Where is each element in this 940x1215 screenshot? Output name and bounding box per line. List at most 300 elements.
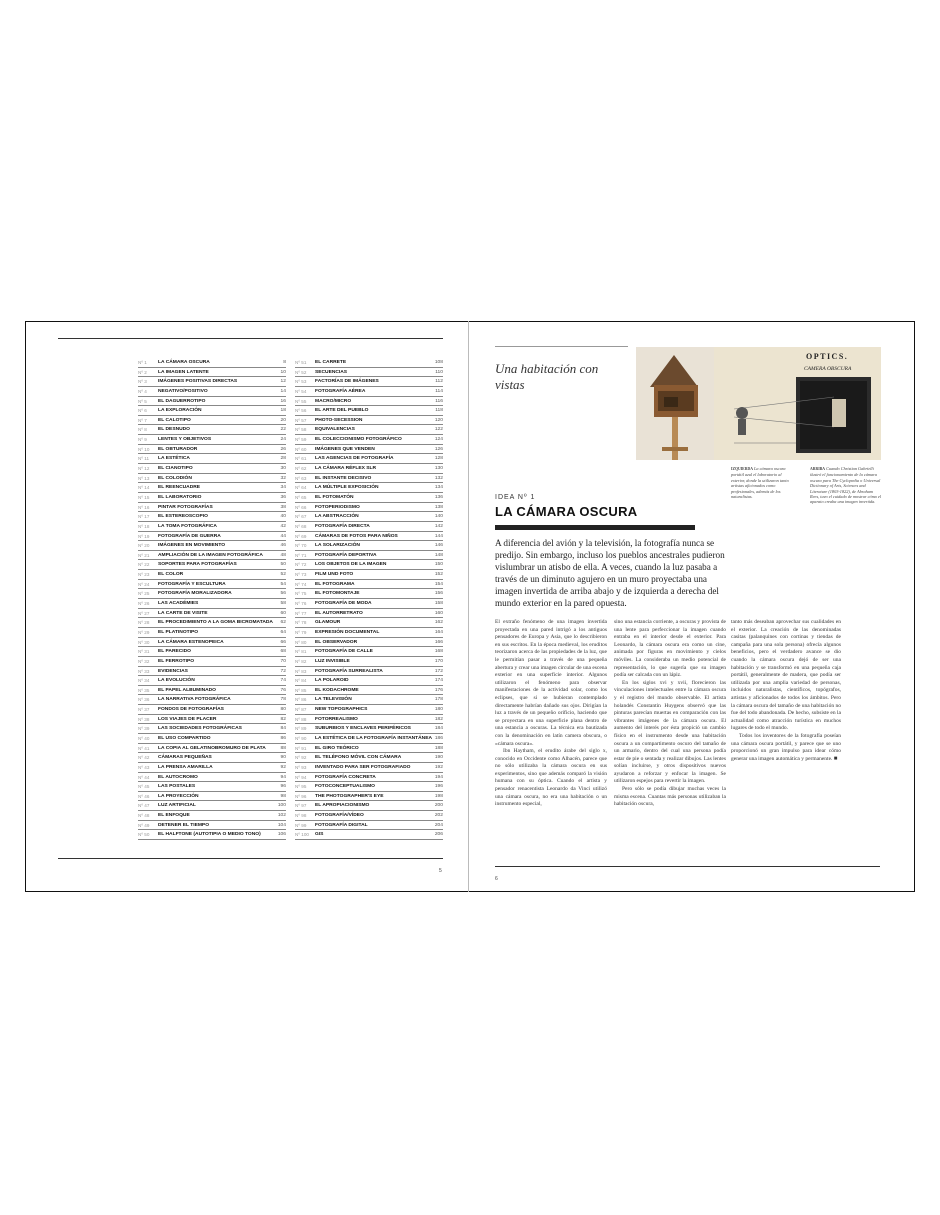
toc-entry-title: EL COLOR — [158, 572, 184, 578]
body-column-3 — [731, 619, 841, 763]
toc-entry-title: DETENER EL TIEMPO — [158, 822, 209, 828]
toc-entry-number: Nº 65 — [295, 494, 307, 500]
toc-entry — [138, 599, 286, 609]
toc-entry-number: Nº 19 — [138, 533, 150, 539]
body-paragraph: sino una estancia corriente, a oscuras y provista de una lente para perfeccionar la imagen cuando entraba en el interior desde el exterior. Para Leonardo, la cámara oscura era como un cine, animada por figuras en movimiento y cielos móviles. La consideraba un medio potencial de representación, lo que sugería que su imagen podía ser calcada con un lápiz. — [614, 619, 726, 679]
toc-entry-number: Nº 5 — [138, 398, 147, 404]
toc-entry-number: Nº 32 — [138, 658, 150, 664]
toc-entry-title: IMÁGENES QUE VENDEN — [315, 446, 375, 452]
toc-entry-number: Nº 80 — [295, 639, 307, 645]
toc-entry-page: 160 — [434, 610, 443, 616]
toc-entry-title: FACTORÍAS DE IMÁGENES — [315, 379, 379, 385]
toc-entry — [138, 435, 286, 445]
toc-entry — [138, 667, 286, 677]
toc-entry-number: Nº 77 — [295, 610, 307, 616]
toc-entry-title: EL AUTOCROMO — [158, 774, 198, 780]
toc-entry-number: Nº 39 — [138, 726, 150, 732]
toc-entry-page: 124 — [434, 437, 443, 443]
toc-entry — [295, 628, 443, 638]
toc-entry-title: EL AUTORRETRATO — [315, 610, 363, 616]
toc-entry — [295, 734, 443, 744]
toc-entry-rule — [295, 839, 443, 840]
toc-entry-number: Nº 51 — [295, 360, 307, 365]
caption-left-label: IZQUIERDA — [731, 467, 753, 471]
toc-entry-page: 106 — [277, 832, 286, 838]
toc-entry-number: Nº 14 — [138, 485, 150, 491]
toc-entry-number: Nº 99 — [295, 822, 307, 828]
toc-entry-title: FOTOPERIODISMO — [315, 504, 360, 510]
toc-entry-page: 180 — [434, 707, 443, 713]
toc-entry-number: Nº 68 — [295, 523, 307, 529]
toc-entry-page: 42 — [280, 523, 286, 529]
toc-entry-title: IMÁGENES POSITIVAS DIRECTAS — [158, 379, 238, 385]
toc-entry-number: Nº 87 — [295, 707, 307, 713]
toc-entry-number: Nº 37 — [138, 707, 150, 713]
body-column-1 — [495, 619, 607, 809]
toc-entry — [138, 821, 286, 831]
toc-entry-page: 76 — [280, 687, 286, 693]
toc-entry — [295, 647, 443, 657]
toc-entry — [295, 686, 443, 696]
toc-entry-number: Nº 50 — [138, 832, 150, 838]
toc-entry-page: 152 — [434, 572, 443, 578]
toc-entry-number: Nº 95 — [295, 784, 307, 790]
toc-entry-number: Nº 16 — [138, 504, 150, 510]
toc-entry-number: Nº 67 — [295, 514, 307, 520]
toc-entry-title: GLAMOUR — [315, 620, 341, 626]
toc-entry-page: 70 — [280, 658, 286, 664]
top-rule — [58, 338, 443, 339]
toc-entry — [295, 532, 443, 542]
toc-entry-title: LUZ INVISIBLE — [315, 658, 350, 664]
toc-entry-page: 50 — [280, 562, 286, 568]
toc-entry-title: EL INSTANTE DECISIVO — [315, 475, 372, 481]
toc-entry — [295, 580, 443, 590]
toc-entry-title: CÁMARAS PEQUEÑAS — [158, 755, 212, 761]
toc-entry-page: 204 — [434, 822, 443, 828]
toc-entry-page: 184 — [434, 726, 443, 732]
toc-entry-number: Nº 98 — [295, 813, 307, 819]
toc-entry — [295, 599, 443, 609]
toc-entry-title: CÁMARAS DE FOTOS PARA NIÑOS — [315, 533, 398, 539]
toc-entry-page: 46 — [280, 543, 286, 549]
toc-entry — [295, 657, 443, 667]
toc-entry-number: Nº 96 — [295, 793, 307, 799]
toc-entry-page: 62 — [280, 620, 286, 626]
toc-entry — [138, 464, 286, 474]
toc-entry-number: Nº 27 — [138, 610, 150, 616]
toc-entry — [138, 618, 286, 628]
toc-entry-page: 186 — [434, 735, 443, 741]
toc-entry-page: 136 — [434, 494, 443, 500]
toc-entry-title: EL PAPEL ALBUMINADO — [158, 687, 216, 693]
toc-entry — [295, 377, 443, 387]
toc-entry — [138, 406, 286, 416]
toc-entry — [138, 580, 286, 590]
headline: Una habitación con vistas — [495, 361, 599, 392]
toc-entry — [138, 773, 286, 783]
toc-entry-page: 100 — [277, 803, 286, 809]
body-closing-text: Todos los inventores de la fotografía poseían una cámara oscura portátil, y parece que se uno proporcionó un gran impulso para idear cómo generar una imagen automática y permanente. — [731, 732, 841, 762]
portable-camera-obscura-photo — [636, 347, 714, 460]
toc-entry — [138, 397, 286, 407]
toc-entry-number: Nº 34 — [138, 678, 150, 684]
toc-entry — [295, 483, 443, 493]
toc-entry-number: Nº 83 — [295, 668, 307, 674]
toc-entry-page: 66 — [280, 639, 286, 645]
toc-entry — [138, 763, 286, 773]
toc-entry-page: 98 — [280, 793, 286, 799]
toc-entry-page: 200 — [434, 803, 443, 809]
toc-entry-page: 122 — [434, 427, 443, 433]
toc-entry-number: Nº 85 — [295, 687, 307, 693]
toc-entry-page: 52 — [280, 572, 286, 578]
toc-entry — [295, 541, 443, 551]
body-paragraph: tanto más deseaban aprovechar sus cualidades en el exterior. La creación de las denominadas casitas (palanquines con cortinas y tiendas de campaña para una sola persona) ofrecía algunos beneficios, pero el verdadero avance se dio cuando la cámara oscura dejó de ser una habitación y se transformó en una pequeña caja portátil, generalmente de madera, que podía ser utilizada por una amplia variedad de personas, incluidos naturalistas, científicos, topógrafos, artistas y aficionados de todos los ámbitos. Pero la cámara oscura del tamaño de una habitación no fue del todo abandonada. De hecho, subsiste en la actualidad como atracción turística en muchos lugares de todo el mundo. — [731, 619, 841, 732]
toc-entry-page: 92 — [280, 764, 286, 770]
toc-entry-title: LA PRENSA AMARILLA — [158, 764, 213, 770]
toc-entry-title: FOTOGRAFÍA DIGITAL — [315, 822, 368, 828]
toc-entry-number: Nº 71 — [295, 552, 307, 558]
toc-entry-number: Nº 3 — [138, 379, 147, 385]
gutter — [468, 321, 469, 892]
toc-entry-number: Nº 69 — [295, 533, 307, 539]
toc-entry-page: 126 — [434, 446, 443, 452]
toc-entry-number: Nº 21 — [138, 552, 150, 558]
body-paragraph: En los siglos xvi y xvii, florecieron las vinculaciones intelectuales entre la cámara oscura y el registro del mundo observable. El artista holandés Constantin Huygens observó que las pinturas parecían muertas en comparación con las vibrantes imágenes de la cámara oscura. El aumento del interés por ésta propició un cambio físico en el instrumento desde una habitación oscura a un compartimento oscuro del tamaño de un armario, dentro del cual una persona podía estar de pie o sentada y realizar dibujos. Las lentes solían incluirse, y otros dispositivos nuevos ayudaron a reforzar y enfocar la imagen. Se utilizaron espejos para revertir la imagen. — [614, 679, 726, 785]
toc-entry-number: Nº 91 — [295, 745, 307, 751]
toc-entry-number: Nº 12 — [138, 466, 150, 472]
toc-entry — [138, 368, 286, 378]
toc-entry — [295, 474, 443, 484]
toc-entry-number: Nº 10 — [138, 446, 150, 452]
toc-entry-page: 18 — [280, 408, 286, 414]
toc-entry-number: Nº 57 — [295, 417, 307, 423]
toc-entry-rule — [138, 839, 286, 840]
toc-entry-title: THE PHOTOGRAPHER'S EYE — [315, 793, 384, 799]
toc-entry-number: Nº 15 — [138, 494, 150, 500]
body-column-2 — [614, 619, 726, 809]
toc-entry-title: LA MÚLTIPLE EXPOSICIÓN — [315, 485, 379, 491]
toc-entry — [295, 503, 443, 513]
toc-entry — [295, 387, 443, 397]
toc-entry — [295, 744, 443, 754]
toc-entry-page: 116 — [435, 398, 443, 404]
toc-entry-title: FOTOGRAFÍA CONCRETA — [315, 774, 376, 780]
toc-entry — [138, 705, 286, 715]
toc-entry-title: EL FOTOGRAMA — [315, 581, 355, 587]
title-bar — [495, 525, 695, 530]
toc-entry — [295, 811, 443, 821]
toc-entry-title: FOTOGRAFÍA MORALIZADORA — [158, 591, 232, 597]
toc-entry-page: 110 — [435, 369, 443, 375]
toc-entry — [138, 657, 286, 667]
idea-label: IDEA Nº 1 — [495, 494, 536, 501]
toc-entry — [138, 753, 286, 763]
toc-entry-number: Nº 89 — [295, 726, 307, 732]
toc-entry — [138, 744, 286, 754]
toc-entry — [138, 715, 286, 725]
toc-entry — [138, 445, 286, 455]
toc-entry — [295, 676, 443, 686]
toc-entry-title: FOTOGRAFÍA SURREALISTA — [315, 668, 383, 674]
toc-entry-number: Nº 45 — [138, 784, 150, 790]
toc-entry-page: 28 — [280, 456, 286, 462]
toc-entry-title: LA TOMA FOTOGRÁFICA — [158, 523, 217, 529]
toc-entry-title: LA IMAGEN LATENTE — [158, 369, 209, 375]
toc-entry-title: EL FOTOMONTAJE — [315, 591, 360, 597]
toc-entry — [138, 734, 286, 744]
toc-entry — [295, 801, 443, 811]
toc-entry — [295, 406, 443, 416]
toc-entry-number: Nº 23 — [138, 572, 150, 578]
toc-entry-page: 192 — [434, 764, 443, 770]
toc-entry — [138, 830, 286, 840]
headline-rule — [495, 346, 628, 347]
toc-entry-title: AMPLIACIÓN DE LA IMAGEN FOTOGRÁFICA — [158, 552, 263, 558]
toc-entry-title: EL ENFOQUE — [158, 813, 190, 819]
toc-entry-number: Nº 93 — [295, 764, 307, 770]
toc-entry-page: 112 — [435, 379, 443, 385]
toc-entry — [138, 724, 286, 734]
toc-entry — [295, 830, 443, 840]
toc-entry-title: EL USO COMPARTIDO — [158, 735, 211, 741]
toc-entry-page: 114 — [435, 388, 443, 394]
toc-entry-title: FOTOGRAFÍA/VÍDEO — [315, 813, 364, 819]
toc-entry-title: GIS — [315, 832, 324, 838]
toc-entry-title: EL CARRETE — [315, 360, 347, 365]
toc-entry-number: Nº 48 — [138, 813, 150, 819]
toc-entry-number: Nº 64 — [295, 485, 307, 491]
toc-entry-number: Nº 20 — [138, 543, 150, 549]
engraving-title: OPTICS. — [806, 352, 849, 361]
toc-entry — [138, 532, 286, 542]
toc-entry-page: 88 — [280, 745, 286, 751]
toc-entry-number: Nº 62 — [295, 466, 307, 472]
toc-entry-number: Nº 76 — [295, 601, 307, 607]
toc-entry-page: 128 — [434, 456, 443, 462]
toc-entry-page: 8 — [283, 360, 286, 365]
toc-entry-title: EL PROCEDIMIENTO A LA GOMA BICROMATADA — [158, 620, 273, 626]
toc-entry-number: Nº 42 — [138, 755, 150, 761]
toc-entry-page: 158 — [434, 601, 443, 607]
toc-entry — [138, 416, 286, 426]
toc-entry-page: 10 — [280, 369, 286, 375]
toc-entry-title: SOPORTES PARA FOTOGRAFÍAS — [158, 562, 237, 568]
toc-entry-page: 44 — [280, 533, 286, 539]
toc-entry-page: 40 — [280, 514, 286, 520]
toc-entry-title: FILM UND FOTO — [315, 572, 354, 578]
toc-entry — [138, 512, 286, 522]
toc-entry-page: 166 — [434, 639, 443, 645]
toc-entry-page: 168 — [434, 649, 443, 655]
toc-entry-number: Nº 72 — [295, 562, 307, 568]
toc-entry-title: SUBURBIOS Y ENCLAVES PERIFÉRICOS — [315, 726, 411, 732]
toc-entry-number: Nº 86 — [295, 697, 307, 703]
toc-entry-title: LA ESTÉTICA — [158, 456, 190, 462]
toc-entry-page: 198 — [434, 793, 443, 799]
toc-entry-number: Nº 70 — [295, 543, 307, 549]
toc-entry-page: 138 — [434, 504, 443, 510]
toc-entry-number: Nº 60 — [295, 446, 307, 452]
toc-entry-number: Nº 74 — [295, 581, 307, 587]
toc-entry-title: EL CIANOTIPO — [158, 466, 193, 472]
toc-entry — [295, 821, 443, 831]
toc-entry-title: FOTOCONCEPTUALISMO — [315, 784, 375, 790]
toc-entry — [295, 551, 443, 561]
toc-entry — [295, 560, 443, 570]
toc-entry-page: 150 — [434, 562, 443, 568]
toc-entry-title: EL ESTEREOSCOPIO — [158, 514, 208, 520]
toc-entry — [295, 493, 443, 503]
toc-entry-number: Nº 92 — [295, 755, 307, 761]
toc-entry-title: EL HALFTONE (AUTOTIPIA O MEDIO TONO) — [158, 832, 261, 838]
engraving-subtitle: CAMERA OBSCURA — [804, 366, 852, 372]
toc-entry — [138, 503, 286, 513]
toc-entry-title: LA PROYECCIÓN — [158, 793, 199, 799]
toc-entry — [295, 763, 443, 773]
toc-entry-title: EL DAGUERROTIPO — [158, 398, 206, 404]
toc-entry-title: FOTOGRAFÍA DE GUERRA — [158, 533, 221, 539]
toc-entry-page: 32 — [280, 475, 286, 481]
toc-entry-number: Nº 30 — [138, 639, 150, 645]
toc-entry-title: LOS OBJETOS DE LA IMAGEN — [315, 562, 387, 568]
toc-entry-page: 56 — [280, 591, 286, 597]
toc-entry-title: LUZ ARTIFICIAL — [158, 803, 196, 809]
toc-entry — [295, 667, 443, 677]
toc-entry-number: Nº 25 — [138, 591, 150, 597]
toc-entry-page: 12 — [280, 379, 286, 385]
toc-entry-number: Nº 63 — [295, 475, 307, 481]
toc-entry-page: 146 — [434, 543, 443, 549]
toc-entry — [138, 358, 286, 368]
toc-entry-number: Nº 9 — [138, 437, 147, 443]
toc-entry-number: Nº 4 — [138, 388, 147, 394]
toc-entry-page: 120 — [434, 417, 443, 423]
toc-entry-title: LOS VIAJES DE PLACER — [158, 716, 217, 722]
toc-entry-page: 102 — [277, 813, 286, 819]
toc-entry — [138, 483, 286, 493]
toc-entry-title: EL KODACHROME — [315, 687, 359, 693]
toc-entry — [138, 782, 286, 792]
toc-entry-title: EXPRESIÓN DOCUMENTAL — [315, 629, 380, 635]
toc-entry-title: NEGATIVO/POSITIVO — [158, 388, 208, 394]
toc-entry-number: Nº 44 — [138, 774, 150, 780]
toc-entry-number: Nº 88 — [295, 716, 307, 722]
toc-entry-number: Nº 38 — [138, 716, 150, 722]
toc-entry-page: 108 — [434, 360, 443, 365]
toc-entry-number: Nº 24 — [138, 581, 150, 587]
toc-entry-title: LAS AGENCIAS DE FOTOGRAFÍA — [315, 456, 394, 462]
page-number-left: 5 — [439, 868, 442, 874]
toc-entry-page: 144 — [434, 533, 443, 539]
toc-entry-number: Nº 58 — [295, 427, 307, 433]
toc-entry-number: Nº 28 — [138, 620, 150, 626]
toc-entry-title: EL OBSERVADOR — [315, 639, 358, 645]
toc-entry — [295, 695, 443, 705]
toc-entry-title: LA NARRATIVA FOTOGRÁFICA — [158, 697, 231, 703]
end-mark-icon: ■ — [833, 755, 838, 762]
toc-entry-page: 140 — [434, 514, 443, 520]
toc-entry — [295, 753, 443, 763]
toc-entry-number: Nº 1 — [138, 360, 147, 365]
toc-entry — [295, 416, 443, 426]
toc-entry-number: Nº 52 — [295, 369, 307, 375]
toc-entry-page: 22 — [280, 427, 286, 433]
toc-entry-page: 72 — [280, 668, 286, 674]
toc-entry-title: PINTAR FOTOGRAFÍAS — [158, 504, 213, 510]
toc-entry-number: Nº 73 — [295, 572, 307, 578]
toc-entry — [138, 425, 286, 435]
toc-entry-title: EL GIRO TEÓRICO — [315, 745, 359, 751]
toc-entry-title: FOTOGRAFÍA AÉREA — [315, 388, 366, 394]
toc-entry-title: LA POLAROID — [315, 678, 349, 684]
toc-entry-number: Nº 53 — [295, 379, 307, 385]
article-title: LA CÁMARA OSCURA — [495, 504, 638, 519]
toc-entry-number: Nº 2 — [138, 369, 147, 375]
toc-entry-page: 84 — [280, 726, 286, 732]
toc-entry-number: Nº 59 — [295, 437, 307, 443]
toc-entry — [295, 368, 443, 378]
toc-entry-page: 48 — [280, 552, 286, 558]
toc-entry-title: FOTOGRAFÍA DE CALLE — [315, 649, 373, 655]
toc-entry-number: Nº 84 — [295, 678, 307, 684]
toc-entry-page: 130 — [434, 466, 443, 472]
toc-entry — [138, 560, 286, 570]
toc-entry-number: Nº 46 — [138, 793, 150, 799]
toc-entry — [138, 387, 286, 397]
toc-entry-number: Nº 100 — [295, 832, 309, 838]
toc-entry — [138, 801, 286, 811]
toc-entry-title: LA EXPLORACIÓN — [158, 408, 202, 414]
toc-entry-page: 154 — [434, 581, 443, 587]
toc-entry-title: SECUENCIAS — [315, 369, 348, 375]
toc-entry — [138, 638, 286, 648]
toc-entry-page: 16 — [280, 398, 286, 404]
toc-entry-page: 60 — [280, 610, 286, 616]
toc-entry-title: EL LABORATORIO — [158, 494, 202, 500]
toc-entry-page: 74 — [280, 678, 286, 684]
toc-entry-number: Nº 26 — [138, 601, 150, 607]
toc-entry-title: EL FOTOMATÓN — [315, 494, 354, 500]
toc-entry-title: FOTOGRAFÍA DE MODA — [315, 601, 372, 607]
toc-entry — [295, 715, 443, 725]
toc-entry-page: 34 — [280, 485, 286, 491]
toc-entry-number: Nº 13 — [138, 475, 150, 481]
toc-entry-title: EL PLATINOTIPO — [158, 629, 199, 635]
toc-entry-page: 30 — [280, 466, 286, 472]
toc-entry-title: EL FERROTIPO — [158, 658, 195, 664]
toc-entry-title: EL REENCUADRE — [158, 485, 201, 491]
toc-entry — [295, 358, 443, 368]
toc-entry-number: Nº 29 — [138, 629, 150, 635]
toc-entry — [138, 647, 286, 657]
toc-entry-title: LENTES Y OBJETIVOS — [158, 437, 212, 443]
toc-entry-number: Nº 43 — [138, 764, 150, 770]
toc-entry-page: 80 — [280, 707, 286, 713]
toc-entry-title: LAS POSTALES — [158, 784, 196, 790]
toc-entry-title: EL COLECCIONISMO FOTOGRÁFICO — [315, 437, 402, 443]
toc-entry-page: 68 — [280, 649, 286, 655]
toc-entry-title: FOTOGRAFÍA DIRECTA — [315, 523, 370, 529]
toc-entry-page: 148 — [434, 552, 443, 558]
lead-paragraph: A diferencia del avión y la televisión, la fotografía nunca se predijo. Sin embargo, incluso los pueblos ancestrales pudieron vislumbrar un atisbo de ella. A veces, cuando la luz pasaba a través de un diminuto agujero en un muro proyectaba una imagen invertida de arriba abajo y de izquierda a derecha del mundo exterior en la pared opuesta. — [495, 538, 725, 609]
toc-entry-page: 96 — [280, 784, 286, 790]
toc-entry-title: LA CÁMARA OSCURA — [158, 360, 210, 365]
toc-entry-page: 178 — [434, 697, 443, 703]
toc-entry-page: 190 — [434, 755, 443, 761]
toc-entry — [295, 782, 443, 792]
